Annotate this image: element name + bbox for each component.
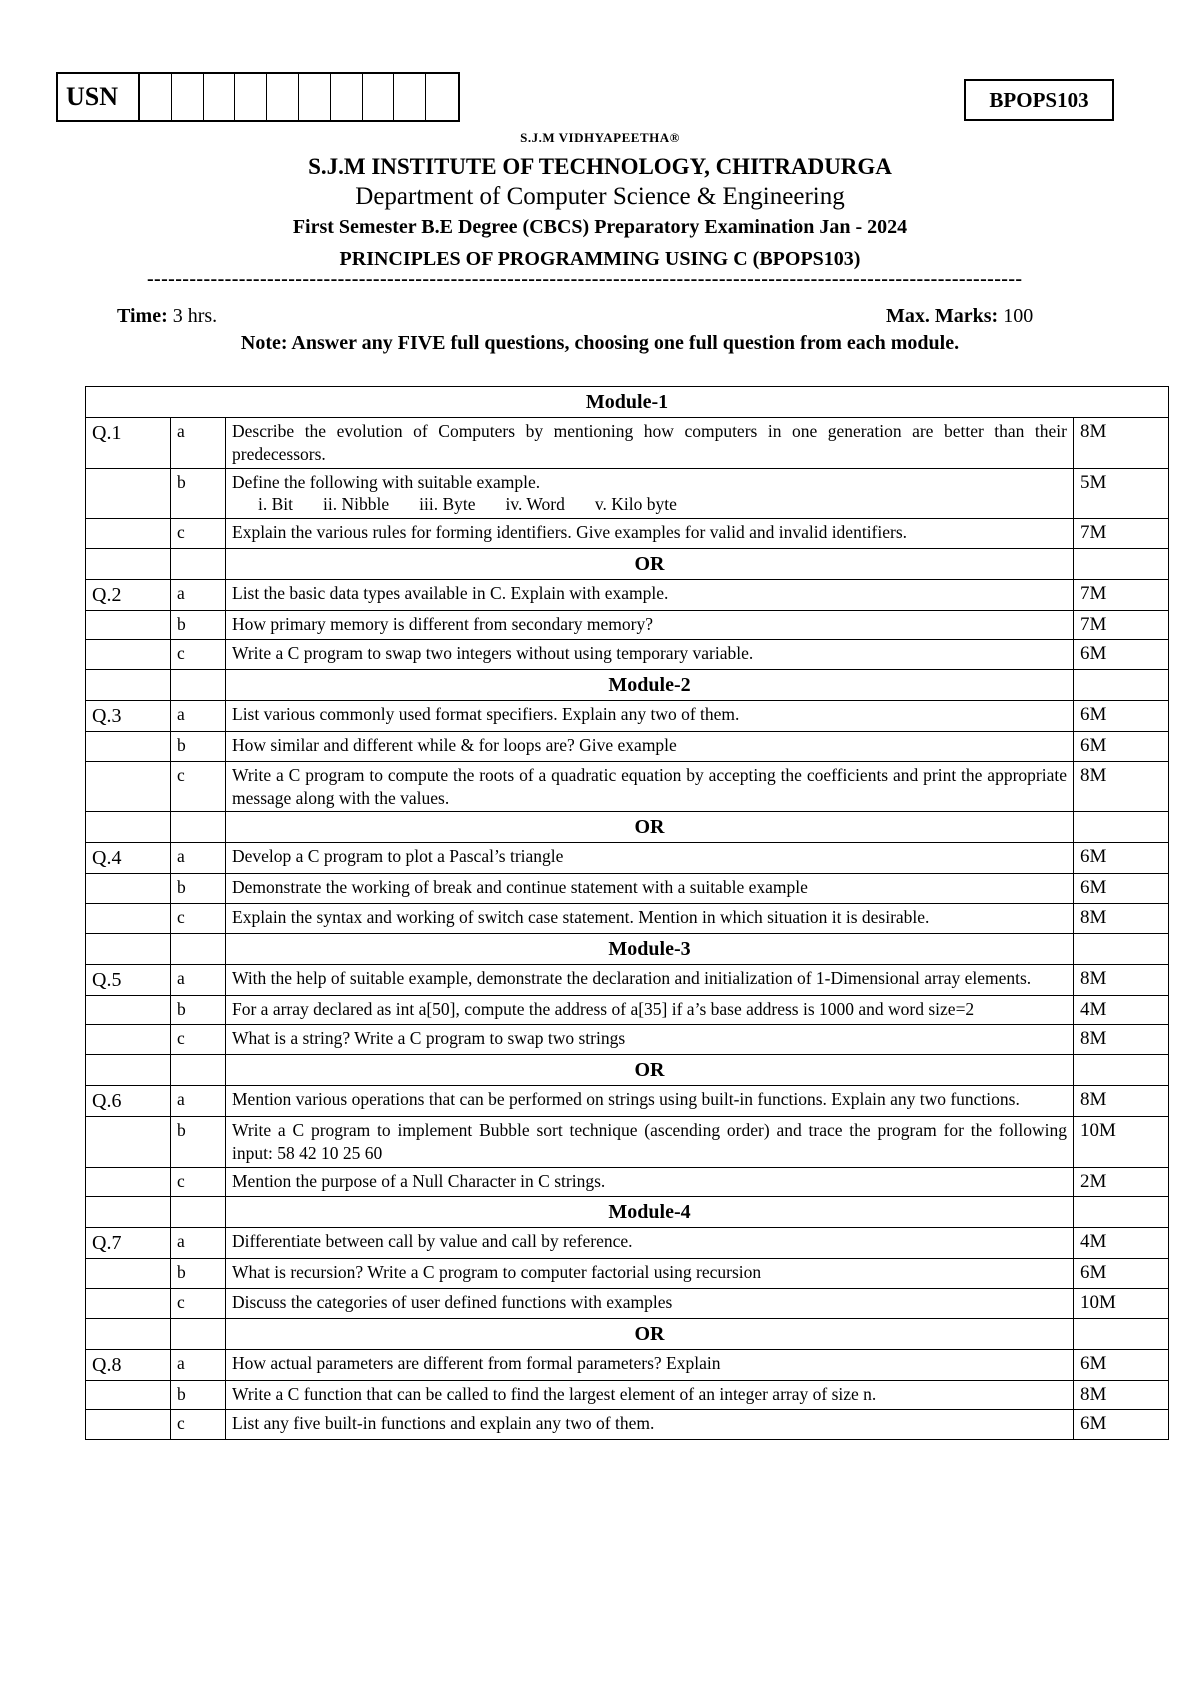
question-text [226, 1380, 1074, 1410]
question-number: Q.8 [86, 1349, 171, 1380]
course-code-box: BPOPS103 [964, 79, 1114, 121]
marks-cell: 8M [1074, 761, 1169, 812]
sub-question-letter: b [171, 610, 226, 640]
question-number [86, 1117, 171, 1168]
question-text [226, 1086, 1074, 1117]
question-text-body: Develop a C program to plot a Pascal’s triangle [232, 846, 564, 867]
sub-question-letter: b [171, 732, 226, 762]
marks-cell: 6M [1074, 1349, 1169, 1380]
or-divider-row [86, 812, 1169, 843]
empty-cell [171, 548, 226, 579]
sub-question-letter: b [171, 1380, 226, 1410]
question-text-body: List various commonly used format specifiers. Explain any two of them. [232, 704, 740, 725]
question-number: Q.2 [86, 579, 171, 610]
or-divider: OR [226, 812, 1074, 843]
question-text [226, 640, 1074, 670]
question-text [226, 964, 1074, 995]
sub-question-letter: a [171, 843, 226, 874]
question-number: Q.3 [86, 701, 171, 732]
marks-cell: 8M [1074, 418, 1169, 469]
question-part-row [86, 995, 1169, 1025]
empty-cell [171, 812, 226, 843]
question-number [86, 468, 171, 519]
term-item: ii. Nibble [323, 494, 390, 515]
usn-digit-cell[interactable] [140, 74, 172, 120]
question-number [86, 995, 171, 1025]
question-text [226, 761, 1074, 812]
sub-question-letter: b [171, 1259, 226, 1289]
time-label: Time: [117, 305, 168, 327]
marks-cell: 10M [1074, 1117, 1169, 1168]
question-number [86, 1259, 171, 1289]
marks-cell: 6M [1074, 640, 1169, 670]
question-text-body: Describe the evolution of Computers by mentioning how computers in one generation are better than their predecessors. [232, 421, 1067, 464]
question-number [86, 1410, 171, 1440]
question-text [226, 903, 1074, 933]
usn-digit-cell[interactable] [363, 74, 395, 120]
question-part-row [86, 701, 1169, 732]
question-text [226, 1288, 1074, 1318]
or-divider: OR [226, 1055, 1074, 1086]
question-part-row [86, 1288, 1169, 1318]
question-part-row [86, 1228, 1169, 1259]
usn-digit-cell[interactable] [267, 74, 299, 120]
question-text-body: Mention various operations that can be performed on strings using built-in functions. Explain any two functions. [232, 1089, 1020, 1109]
question-number [86, 519, 171, 549]
exam-note: Note: Answer any FIVE full questions, choosing one full question from each module. [240, 332, 960, 354]
sub-question-letter: a [171, 418, 226, 469]
term-item: v. Kilo byte [594, 494, 677, 515]
module-title: Module-4 [226, 1197, 1074, 1228]
question-part-row [86, 761, 1169, 812]
question-part-row [86, 1117, 1169, 1168]
marks-cell: 7M [1074, 610, 1169, 640]
department-name: Department of Computer Science & Engineering [355, 183, 845, 210]
question-text-body: List the basic data types available in C. Explain with example. [232, 582, 669, 603]
question-text-body: Mention the purpose of a Null Character in C strings. [232, 1170, 606, 1191]
empty-cell [86, 933, 171, 964]
empty-cell [1074, 1318, 1169, 1349]
sub-question-letter: c [171, 1167, 226, 1197]
marks-cell: 6M [1074, 874, 1169, 904]
marks-cell: 10M [1074, 1288, 1169, 1318]
question-text-body: List any five built-in functions and explain any two of them. [232, 1413, 655, 1434]
sub-question-letter: a [171, 1086, 226, 1117]
question-part-row [86, 1380, 1169, 1410]
question-text-body: Write a C function that can be called to find the largest element of an integer array of size n. [232, 1383, 877, 1404]
empty-cell [1074, 1055, 1169, 1086]
question-text [226, 418, 1074, 469]
term-item: iv. Word [505, 494, 565, 515]
question-part-row [86, 732, 1169, 762]
question-text [226, 843, 1074, 874]
empty-cell [86, 1318, 171, 1349]
question-number [86, 1288, 171, 1318]
question-part-row [86, 418, 1169, 469]
term-item: i. Bit [258, 494, 294, 515]
sub-question-letter: c [171, 903, 226, 933]
question-number [86, 610, 171, 640]
subject-title: PRINCIPLES OF PROGRAMMING USING C (BPOPS103) [339, 248, 861, 270]
question-text [226, 519, 1074, 549]
question-text-body: Define the following with suitable example. [232, 471, 541, 492]
question-text [226, 1117, 1074, 1168]
question-text [226, 732, 1074, 762]
question-number [86, 874, 171, 904]
marks-cell: 6M [1074, 701, 1169, 732]
question-number [86, 903, 171, 933]
max-marks-value: 100 [1003, 305, 1034, 327]
sub-question-letter: c [171, 761, 226, 812]
empty-cell [86, 670, 171, 701]
max-marks-label: Max. Marks: [886, 305, 999, 327]
module-title-row [86, 670, 1169, 701]
sub-question-letter: a [171, 701, 226, 732]
module-title: Module-3 [226, 933, 1074, 964]
question-part-row [86, 579, 1169, 610]
sub-question-letter: c [171, 640, 226, 670]
question-text-body: What is a string? Write a C program to swap two strings [232, 1028, 626, 1049]
usn-digit-cell[interactable] [235, 74, 267, 120]
marks-cell: 6M [1074, 1259, 1169, 1289]
question-number: Q.6 [86, 1086, 171, 1117]
or-divider: OR [226, 548, 1074, 579]
sub-question-letter: c [171, 519, 226, 549]
question-text-body: Explain the syntax and working of switch case statement. Mention in which situation it is desirable. [232, 906, 930, 927]
question-number: Q.5 [86, 964, 171, 995]
empty-cell [86, 548, 171, 579]
sub-question-letter: b [171, 874, 226, 904]
marks-cell: 6M [1074, 1410, 1169, 1440]
question-number: Q.1 [86, 418, 171, 469]
question-number [86, 761, 171, 812]
usn-digit-cell[interactable] [426, 74, 458, 120]
or-divider-row [86, 1318, 1169, 1349]
or-divider-row [86, 1055, 1169, 1086]
question-text-body: Write a C program to compute the roots of a quadratic equation by accepting the coefficients and print the appropriate message along with the values. [232, 764, 1067, 808]
question-text [226, 610, 1074, 640]
sub-question-letter: b [171, 468, 226, 519]
marks-cell: 6M [1074, 843, 1169, 874]
question-part-row [86, 519, 1169, 549]
question-text [226, 1410, 1074, 1440]
marks-cell: 8M [1074, 1086, 1169, 1117]
empty-cell [171, 933, 226, 964]
question-text-body: How similar and different while & for loops are? Give example [232, 735, 677, 756]
empty-cell [171, 670, 226, 701]
module-title: Module-2 [226, 670, 1074, 701]
marks-cell: 8M [1074, 1380, 1169, 1410]
question-part-row [86, 1349, 1169, 1380]
sub-question-letter: a [171, 964, 226, 995]
empty-cell [171, 1055, 226, 1086]
question-number: Q.4 [86, 843, 171, 874]
question-text [226, 1259, 1074, 1289]
sub-question-letter: a [171, 1228, 226, 1259]
marks-cell: 8M [1074, 903, 1169, 933]
marks-cell: 4M [1074, 995, 1169, 1025]
module-title-row [86, 1197, 1169, 1228]
module-title: Module-1 [86, 387, 1169, 418]
question-text [226, 1167, 1074, 1197]
marks-cell: 8M [1074, 964, 1169, 995]
module-title-row [86, 387, 1169, 418]
sub-question-letter: c [171, 1288, 226, 1318]
empty-cell [1074, 812, 1169, 843]
empty-cell [86, 1055, 171, 1086]
question-text-body: How primary memory is different from secondary memory? [232, 613, 654, 634]
question-text-body: How actual parameters are different from formal parameters? Explain [232, 1352, 721, 1373]
question-text [226, 1228, 1074, 1259]
question-number [86, 640, 171, 670]
question-part-row [86, 1025, 1169, 1055]
question-number [86, 1025, 171, 1055]
empty-cell [1074, 1197, 1169, 1228]
question-part-row [86, 903, 1169, 933]
usn-digit-cell[interactable] [394, 74, 426, 120]
sub-question-letter: a [171, 1349, 226, 1380]
question-part-row [86, 1410, 1169, 1440]
empty-cell [86, 1197, 171, 1228]
question-text [226, 1025, 1074, 1055]
usn-digit-cell[interactable] [299, 74, 331, 120]
empty-cell [171, 1197, 226, 1228]
usn-label: USN [58, 74, 140, 120]
or-divider-row [86, 548, 1169, 579]
empty-cell [1074, 548, 1169, 579]
question-part-row [86, 1259, 1169, 1289]
marks-cell: 5M [1074, 468, 1169, 519]
time-info [117, 305, 217, 328]
question-part-row [86, 610, 1169, 640]
question-number: Q.7 [86, 1228, 171, 1259]
sub-question-letter: b [171, 1117, 226, 1168]
question-text [226, 995, 1074, 1025]
usn-digit-cell[interactable] [204, 74, 236, 120]
empty-cell [171, 1318, 226, 1349]
question-part-row [86, 468, 1169, 519]
term-item: iii. Byte [419, 494, 476, 515]
time-value: 3 hrs. [172, 305, 218, 327]
question-text-body: Demonstrate the working of break and continue statement with a suitable example [232, 877, 808, 898]
question-number [86, 1380, 171, 1410]
max-marks-info [886, 305, 1033, 328]
question-text-body: Write a C program to implement Bubble sort technique (ascending order) and trace the program for the following input: 58 42 10 25 60 [232, 1120, 1067, 1163]
empty-cell [1074, 670, 1169, 701]
question-text [226, 579, 1074, 610]
question-text-body: For a array declared as int a[50], compute the address of a[35] if a’s base address is 1000 and word size=2 [232, 998, 975, 1019]
usn-digit-cell[interactable] [172, 74, 204, 120]
question-part-row [86, 874, 1169, 904]
separator-line: ---------------------------------------------------------------------------------------------------------------------------- [147, 268, 1023, 290]
question-part-row [86, 640, 1169, 670]
trust-name: S.J.M VIDHYAPEETHA® [520, 130, 680, 145]
module-title-row [86, 933, 1169, 964]
usn-box [56, 72, 460, 122]
marks-cell: 8M [1074, 1025, 1169, 1055]
question-text [226, 701, 1074, 732]
question-part-row [86, 964, 1169, 995]
marks-cell: 6M [1074, 732, 1169, 762]
question-part-row [86, 843, 1169, 874]
marks-cell: 7M [1074, 579, 1169, 610]
question-part-row [86, 1086, 1169, 1117]
sub-question-letter: c [171, 1025, 226, 1055]
question-text [226, 468, 1074, 519]
question-text-body: Differentiate between call by value and call by reference. [232, 1231, 633, 1252]
question-text-body: Explain the various rules for forming identifiers. Give examples for valid and invalid identifiers. [232, 522, 908, 542]
question-text [226, 1349, 1074, 1380]
question-table [85, 386, 1169, 1440]
sub-question-letter: a [171, 579, 226, 610]
institute-name: S.J.M INSTITUTE OF TECHNOLOGY, CHITRADURGA [308, 154, 892, 179]
empty-cell [1074, 933, 1169, 964]
exam-title: First Semester B.E Degree (CBCS) Preparatory Examination Jan - 2024 [292, 216, 908, 238]
question-text-body: With the help of suitable example, demonstrate the declaration and initialization of 1-Dimensional array elements. [232, 967, 1032, 988]
question-text-body: Discuss the categories of user defined functions with examples [232, 1291, 673, 1312]
marks-cell: 7M [1074, 519, 1169, 549]
empty-cell [86, 812, 171, 843]
marks-cell: 4M [1074, 1228, 1169, 1259]
usn-digit-cell[interactable] [331, 74, 363, 120]
term-list [232, 493, 1067, 516]
marks-cell: 2M [1074, 1167, 1169, 1197]
question-part-row [86, 1167, 1169, 1197]
or-divider: OR [226, 1318, 1074, 1349]
question-text-body: What is recursion? Write a C program to computer factorial using recursion [232, 1262, 762, 1283]
question-text [226, 874, 1074, 904]
sub-question-letter: b [171, 995, 226, 1025]
question-number [86, 1167, 171, 1197]
question-text-body: Write a C program to swap two integers without using temporary variable. [232, 643, 754, 664]
question-number [86, 732, 171, 762]
sub-question-letter: c [171, 1410, 226, 1440]
